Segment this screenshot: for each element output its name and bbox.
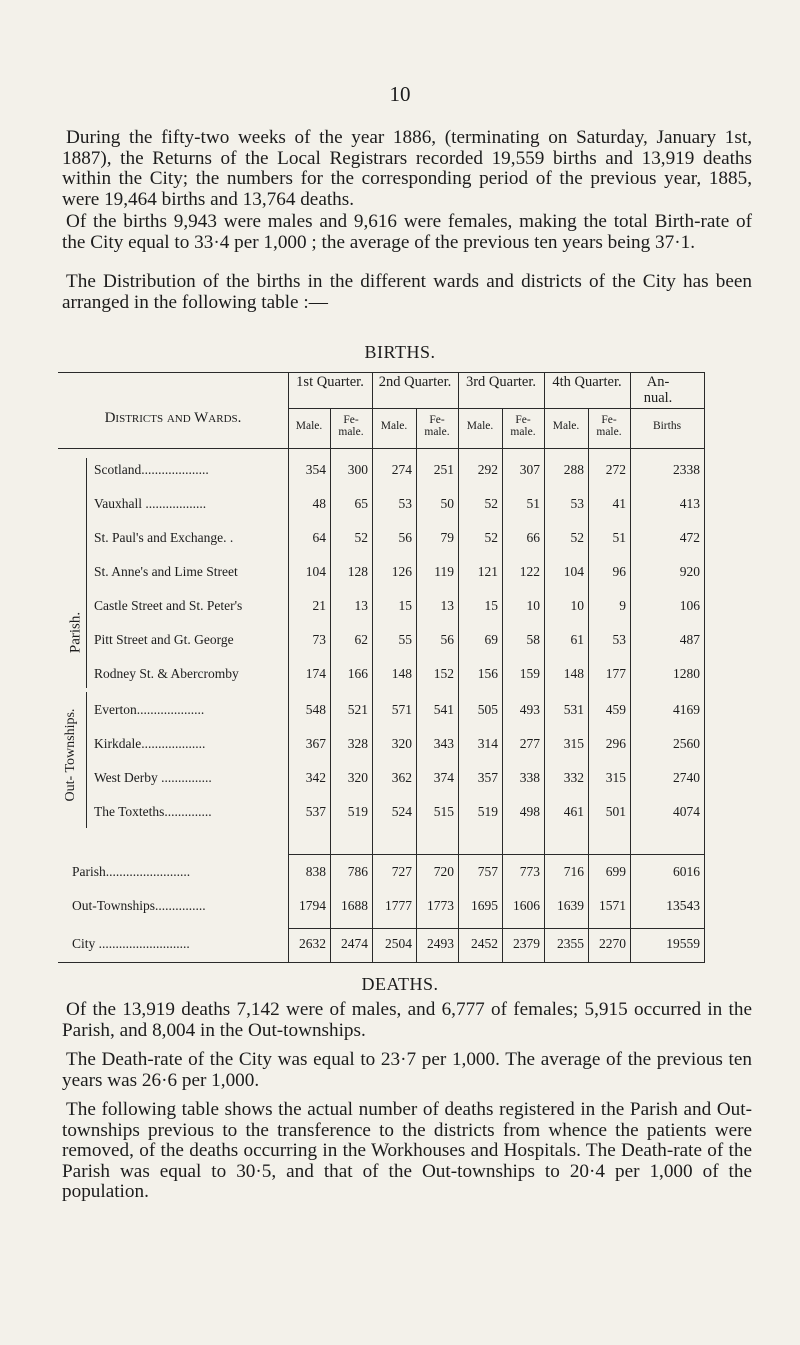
table-row-cell: 1280: [673, 666, 700, 681]
table-row-cell: 2338: [673, 462, 700, 477]
table-row-cell: 357: [477, 770, 498, 785]
table-row-cell: 148: [391, 666, 412, 681]
table-row-cell: 41: [612, 496, 626, 511]
table-row-cell: 52: [484, 530, 498, 545]
table-row-cell: 177: [605, 666, 626, 681]
table-row-cell: 2560: [673, 736, 700, 751]
table-row-cell: 314: [477, 736, 498, 751]
table-row-cell: 53: [398, 496, 412, 511]
table-row-cell: 515: [433, 804, 454, 819]
table-row-label: West Derby ...............: [94, 770, 212, 785]
table-row-cell: 472: [679, 530, 700, 545]
total-row-cell: 699: [605, 864, 626, 879]
deaths-paragraph-1: Of the 13,919 deaths 7,142 were of males, and 6,777 of females; 5,915 occurred in the Parish, and 8,004 in the Out-townships.: [62, 999, 752, 1041]
total-row-cell: 1794: [299, 898, 326, 913]
table-row-cell: 62: [354, 632, 368, 647]
header-q3: 3rd Quarter.: [465, 374, 537, 390]
total-row-cell: 6016: [673, 864, 700, 879]
table-row-cell: 13: [354, 598, 368, 613]
table-row-cell: 521: [347, 702, 368, 717]
table-row-label: Everton....................: [94, 702, 205, 717]
table-row-cell: 9: [619, 598, 626, 613]
deaths-heading: DEATHS.: [361, 974, 439, 994]
table-row-cell: 920: [679, 564, 700, 579]
intro-paragraph-1: During the fifty-two weeks of the year 1886, (terminating on Saturday, January 1st, 1887), the Returns of the Local Registrars recorded 19,559 births and 13,919 deaths within the City; the numbers for the corresponding period of the previous year, 1885, were 19,464 births and 13,764 deaths.: [62, 127, 752, 210]
table-row-cell: 461: [563, 804, 584, 819]
table-row-cell: 156: [477, 666, 498, 681]
table-row-cell: 501: [605, 804, 626, 819]
table-row-cell: 96: [612, 564, 626, 579]
deaths-paragraph-2: The Death-rate of the City was equal to 23·7 per 1,000. The average of the previous ten years was 26·6 per 1,000.: [62, 1049, 752, 1091]
header-q4: 4th Quarter.: [552, 374, 622, 390]
table-row-cell: 498: [519, 804, 540, 819]
table-row-cell: 493: [519, 702, 540, 717]
table-row-cell: 519: [477, 804, 498, 819]
group-label-parish: Parish.: [67, 611, 84, 654]
total-row-cell: 2452: [471, 936, 498, 951]
table-row-cell: 332: [563, 770, 584, 785]
total-row-cell: 716: [563, 864, 584, 879]
total-row-cell: 720: [433, 864, 454, 879]
table-row-cell: 152: [433, 666, 454, 681]
table-row-cell: 79: [440, 530, 454, 545]
table-row-cell: 56: [398, 530, 412, 545]
table-row-cell: 367: [305, 736, 326, 751]
table-row-cell: 571: [391, 702, 412, 717]
table-row-cell: 541: [433, 702, 454, 717]
table-row-label: Rodney St. & Abercromby: [94, 666, 239, 681]
table-row-cell: 106: [679, 598, 700, 613]
table-row-cell: 10: [570, 598, 584, 613]
table-row-cell: 126: [391, 564, 412, 579]
table-row-cell: 61: [570, 632, 584, 647]
table-row-cell: 320: [391, 736, 412, 751]
table-row-cell: 4074: [673, 804, 700, 819]
table-row-cell: 15: [398, 598, 412, 613]
header-male-q1: Male.: [295, 420, 323, 432]
table-row-cell: 505: [477, 702, 498, 717]
table-row-cell: 2740: [673, 770, 700, 785]
table-row-cell: 148: [563, 666, 584, 681]
table-row-cell: 166: [347, 666, 368, 681]
total-row-cell: 727: [391, 864, 412, 879]
total-row-cell: 1777: [385, 898, 412, 913]
table-row-cell: 51: [526, 496, 540, 511]
table-row-cell: 272: [605, 462, 626, 477]
total-row-cell: 1688: [341, 898, 368, 913]
table-row-label: The Toxteths..............: [94, 804, 212, 819]
table-row-cell: 52: [570, 530, 584, 545]
table-row-cell: 66: [526, 530, 540, 545]
table-row-cell: 52: [484, 496, 498, 511]
table-row-cell: 342: [305, 770, 326, 785]
table-row-cell: 251: [433, 462, 454, 477]
table-row-cell: 343: [433, 736, 454, 751]
table-row-cell: 288: [563, 462, 584, 477]
births-heading: BIRTHS.: [364, 342, 436, 362]
header-female-q1: Fe- male.: [338, 414, 364, 438]
total-row-label: Parish.........................: [72, 864, 191, 879]
table-row-cell: 15: [484, 598, 498, 613]
total-row-cell: 1606: [513, 898, 540, 913]
table-row-cell: 58: [526, 632, 540, 647]
table-row-cell: 48: [312, 496, 326, 511]
table-row-cell: 56: [440, 632, 454, 647]
table-row-cell: 73: [312, 632, 326, 647]
header-q1: 1st Quarter.: [296, 374, 364, 390]
header-q2: 2nd Quarter.: [378, 374, 452, 390]
total-row-cell: 786: [347, 864, 368, 879]
table-row-cell: 21: [312, 598, 326, 613]
table-row-cell: 524: [391, 804, 412, 819]
total-row-cell: 2355: [557, 936, 584, 951]
table-row-cell: 548: [305, 702, 326, 717]
total-row-cell: 19559: [666, 936, 700, 951]
table-row-cell: 69: [484, 632, 498, 647]
total-row-cell: 773: [519, 864, 540, 879]
table-row-cell: 274: [391, 462, 412, 477]
table-row-cell: 354: [305, 462, 326, 477]
table-row-label: Kirkdale...................: [94, 736, 206, 751]
table-row-cell: 122: [519, 564, 540, 579]
table-row-cell: 55: [398, 632, 412, 647]
table-row-cell: 531: [563, 702, 584, 717]
table-row-label: Castle Street and St. Peter's: [94, 598, 243, 613]
births-table: [58, 372, 704, 964]
table-row-cell: 128: [347, 564, 368, 579]
header-annual: An- nual.: [643, 374, 673, 406]
total-row-cell: 2474: [341, 936, 368, 951]
table-row-cell: 159: [519, 666, 540, 681]
intro-paragraph-3: The Distribution of the births in the different wards and districts of the City has been arranged in the following table :—: [62, 271, 752, 313]
table-row-cell: 537: [305, 804, 326, 819]
table-row-cell: 4169: [673, 702, 700, 717]
table-row-cell: 487: [679, 632, 700, 647]
table-row-cell: 362: [391, 770, 412, 785]
table-row-cell: 104: [563, 564, 584, 579]
table-row-cell: 413: [679, 496, 700, 511]
header-male-q3: Male.: [466, 420, 494, 432]
total-row-cell: 1639: [557, 898, 584, 913]
table-row-cell: 338: [519, 770, 540, 785]
table-row-cell: 121: [477, 564, 498, 579]
table-row-cell: 307: [519, 462, 540, 477]
total-row-label: Out-Townships...............: [72, 898, 206, 913]
header-female-q3: Fe- male.: [510, 414, 536, 438]
total-row-cell: 1571: [599, 898, 626, 913]
header-female-q4: Fe- male.: [596, 414, 622, 438]
total-row-cell: 2632: [299, 936, 326, 951]
table-row-cell: 300: [347, 462, 368, 477]
table-row-label: Scotland....................: [94, 462, 209, 477]
table-row-cell: 374: [433, 770, 454, 785]
table-row-cell: 296: [605, 736, 626, 751]
table-row-cell: 315: [563, 736, 584, 751]
total-row-cell: 1773: [427, 898, 454, 913]
table-row-cell: 51: [612, 530, 626, 545]
table-row-label: Vauxhall ..................: [94, 496, 207, 511]
table-row-label: St. Anne's and Lime Street: [94, 564, 238, 579]
table-row-cell: 10: [526, 598, 540, 613]
table-row-label: St. Paul's and Exchange. .: [94, 530, 234, 545]
total-row-cell: 757: [477, 864, 498, 879]
total-row-cell: 2493: [427, 936, 454, 951]
table-row-cell: 277: [519, 736, 540, 751]
table-row-cell: 459: [605, 702, 626, 717]
total-row-cell: 1695: [471, 898, 498, 913]
intro-paragraph-2: Of the births 9,943 were males and 9,616 were females, making the total Birth-rate of the City equal to 33·4 per 1,000 ; the average of the previous ten years being 37·1.: [62, 211, 752, 253]
header-male-q2: Male.: [380, 420, 408, 432]
table-row-cell: 53: [570, 496, 584, 511]
total-row-label: City ...........................: [72, 936, 190, 951]
table-row-cell: 320: [347, 770, 368, 785]
table-row-cell: 50: [440, 496, 454, 511]
total-row-cell: 13543: [666, 898, 700, 913]
total-row-cell: 838: [305, 864, 326, 879]
header-male-q4: Male.: [552, 420, 580, 432]
table-row-cell: 53: [612, 632, 626, 647]
table-row-label: Pitt Street and Gt. George: [94, 632, 234, 647]
table-row-cell: 292: [477, 462, 498, 477]
table-row-cell: 315: [605, 770, 626, 785]
table-row-cell: 174: [305, 666, 326, 681]
table-row-cell: 52: [354, 530, 368, 545]
group-label-out-townships: Out- Townships.: [63, 708, 78, 802]
col-header-districts: Districts and Wards.: [104, 410, 242, 426]
header-births: Births: [652, 420, 682, 432]
total-row-cell: 2379: [513, 936, 540, 951]
table-row-cell: 65: [354, 496, 368, 511]
table-row-cell: 64: [312, 530, 326, 545]
total-row-cell: 2270: [599, 936, 626, 951]
header-female-q2: Fe- male.: [424, 414, 450, 438]
table-row-cell: 13: [440, 598, 454, 613]
deaths-paragraph-3: The following table shows the actual number of deaths registered in the Parish and Out-townships previous to the transference to the districts from whence the patients were removed, of the deaths occurring in the Workhouses and Hospitals. The Death-rate of the Parish was equal to 30·5, and that of the Out-townships to 20·4 per 1,000 of the population.: [62, 1099, 752, 1203]
table-row-cell: 119: [434, 564, 454, 579]
page-number: 10: [389, 82, 411, 106]
total-row-cell: 2504: [385, 936, 412, 951]
table-row-cell: 519: [347, 804, 368, 819]
table-row-cell: 104: [305, 564, 326, 579]
table-row-cell: 328: [347, 736, 368, 751]
